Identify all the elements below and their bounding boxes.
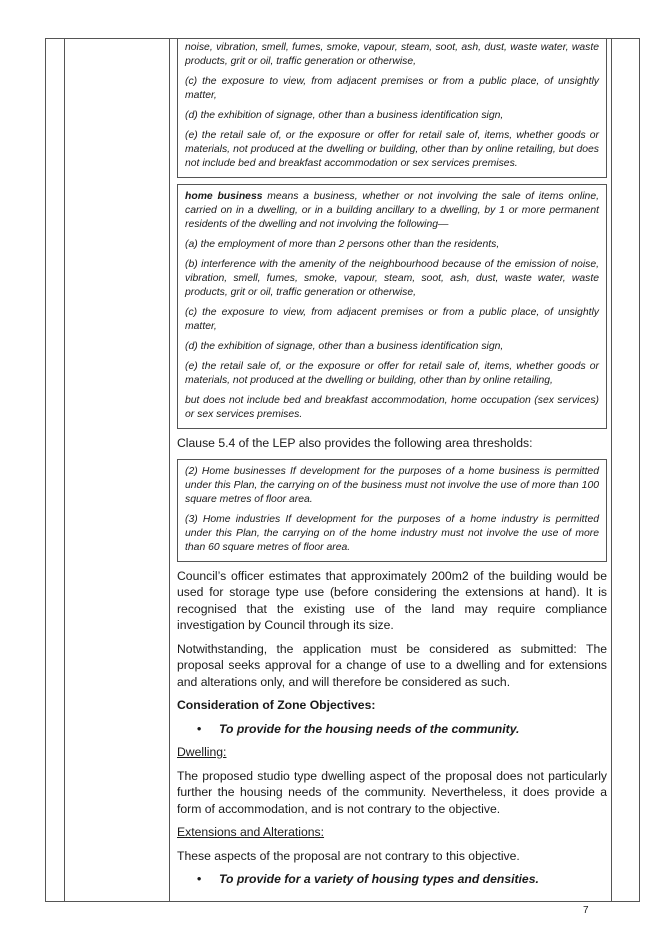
- quote-line: noise, vibration, smell, fumes, smoke, vapour, steam, soot, ash, dust, waste water, waste products, grit or oil, traffic generation or otherwise,: [185, 42, 599, 67]
- definition-item: (e) the retail sale of, or the exposure or offer for retail sale of, items, whether goods or materials, not produced at the dwelling or building, other than by online retailing,: [185, 361, 599, 386]
- definition-item: (b) interference with the amenity of the neighbourhood because of the emission of noise, vibration, smell, fumes, smoke, vapour, steam, soot, ash, dust, waste water, waste products, grit or oil, traffic generation or otherwise,: [185, 259, 599, 298]
- quote-box-continued: [177, 38, 607, 178]
- quote-line: (c) the exposure to view, from adjacent premises or from a public place, of unsightly matter,: [185, 76, 599, 101]
- dwelling-paragraph: The proposed studio type dwelling aspect of the proposal does not particularly further the housing needs of the community. Nevertheless, it does provide a form of accommodation, and is not contrary to the objective.: [177, 768, 607, 816]
- bullet-icon: •: [197, 872, 202, 886]
- objective-text: To provide for a variety of housing types and densities.: [219, 872, 539, 886]
- definition-item: (d) the exhibition of signage, other than a business identification sign,: [185, 341, 504, 352]
- bullet-icon: •: [197, 721, 202, 736]
- definition-item: but does not include bed and breakfast accommodation, home occupation (sex services) or sex services premises.: [185, 395, 599, 420]
- definition-intro: [185, 190, 599, 232]
- officer-paragraph: Council’s officer estimates that approximately 200m2 of the building would be used for storage type use (before considering the extensions at hand). It is recognised that the existing use of the land may require compliance investigation by Council through its size.: [177, 568, 607, 632]
- extensions-subheading: Extensions and Alterations:: [177, 825, 325, 839]
- table-border-col2: [169, 38, 170, 902]
- definition-text: means a business, whether or not involving the sale of items online, carried on in a dwelling, or in a building ancillary to a dwelling, by 1 or more permanent residents of the dwelling and not involving the following—: [185, 191, 599, 230]
- objective-text: To provide for the housing needs of the community.: [219, 721, 520, 736]
- extensions-paragraph: These aspects of the proposal are not contrary to this objective.: [177, 848, 520, 863]
- table-border-bottom: [45, 901, 640, 902]
- home-business-definition-box: [177, 184, 607, 429]
- quote-line: (d) the exhibition of signage, other than a business identification sign,: [185, 110, 504, 121]
- dwelling-subheading: Dwelling:: [177, 745, 227, 759]
- threshold-item: (3) Home industries If development for the purposes of a home industry is permitted under this Plan, the carrying on of the home industry must not involve the use of more than 60 square metres of floor area.: [185, 513, 599, 553]
- table-border-col3: [611, 38, 612, 902]
- threshold-item: (2) Home businesses If development for the purposes of a home business is permitted under this Plan, the carrying on of the business must not involve the use of more than 100 square metres of floor area.: [185, 465, 599, 505]
- definition-item: (a) the employment of more than 2 persons other than the residents,: [185, 239, 500, 250]
- objective-bullet: [177, 721, 607, 738]
- objective-bullet: [177, 871, 607, 888]
- notwithstanding-paragraph: Notwithstanding, the application must be considered as submitted: The proposal seeks approval for a change of use to a dwelling and for extensions and alterations only, and will therefore be considered as such.: [177, 641, 607, 689]
- table-border-right: [639, 38, 640, 902]
- table-border-col1: [64, 38, 65, 902]
- defined-term: home business: [185, 191, 263, 202]
- clause-intro: Clause 5.4 of the LEP also provides the following area thresholds:: [177, 436, 533, 450]
- zone-objectives-heading: Consideration of Zone Objectives:: [177, 698, 376, 712]
- area-thresholds-box: [177, 459, 607, 562]
- definition-item: (c) the exposure to view, from adjacent premises or from a public place, of unsightly matter,: [185, 307, 599, 332]
- quote-line: (e) the retail sale of, or the exposure or offer for retail sale of, items, whether goods or materials, not produced at the dwelling or building, other than by online retailing, but does not include bed and breakfast accommodation or sex services premises.: [185, 130, 599, 169]
- table-border-left: [45, 38, 46, 902]
- page-number: 7: [583, 905, 589, 916]
- document-content: [177, 38, 607, 895]
